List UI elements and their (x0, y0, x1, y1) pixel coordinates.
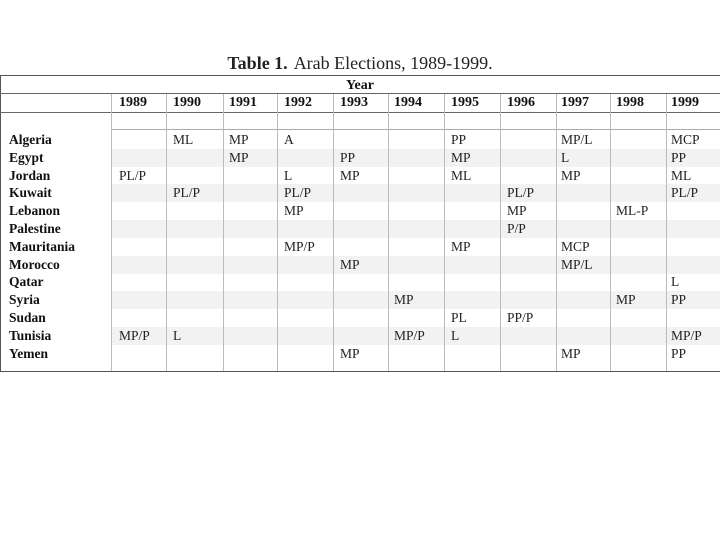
year-header-cell: 1992 (284, 95, 312, 110)
election-cell: MP (340, 256, 360, 272)
election-cell: A (284, 132, 294, 147)
election-cell: MCP (671, 132, 700, 147)
country-label: Mauritania (9, 238, 75, 254)
country-label: Jordan (9, 167, 51, 183)
year-header-cell: 1995 (451, 95, 479, 110)
election-cell: MCP (561, 238, 590, 254)
row-band (111, 184, 720, 202)
election-cell: ML-P (616, 203, 649, 219)
election-cell: PP (671, 149, 687, 165)
country-label: Qatar (9, 274, 44, 290)
election-cell: L (284, 167, 293, 183)
year-header-cell: 1997 (561, 95, 589, 110)
election-cell: PL (451, 310, 467, 325)
election-cell: PL/P (173, 185, 201, 201)
election-cell: PL/P (284, 185, 312, 201)
election-cell: PP (671, 345, 687, 361)
election-cell: MP (616, 292, 636, 308)
column-divider (666, 94, 667, 371)
election-cell: MP (340, 345, 360, 361)
election-cell: MP/P (394, 327, 425, 343)
election-cell: PL/P (671, 185, 699, 201)
election-cell: PP (671, 292, 687, 308)
column-divider (610, 94, 611, 371)
election-cell: MP/P (671, 327, 702, 343)
caption-text: Arab Elections, 1989-1999. (293, 53, 493, 73)
year-header-cell: 1998 (616, 95, 644, 110)
election-cell: MP/P (284, 238, 315, 254)
country-label: Tunisia (9, 327, 52, 343)
election-cell: PP (340, 149, 356, 165)
year-header-cell: 1990 (173, 95, 201, 110)
column-divider (444, 94, 445, 371)
column-divider (556, 94, 557, 371)
column-divider (223, 94, 224, 371)
country-label: Yemen (9, 345, 48, 361)
header-rule-bottom (0, 112, 720, 113)
year-header-cell: 1994 (394, 95, 422, 110)
election-cell: P/P (507, 221, 526, 236)
column-divider (111, 94, 112, 371)
table-caption (0, 52, 720, 74)
election-cell: MP (340, 167, 360, 183)
election-cell: MP/P (119, 327, 150, 343)
column-divider (166, 94, 167, 371)
body-rule (111, 129, 720, 130)
election-cell: MP (394, 292, 414, 308)
year-header-cell: 1999 (671, 95, 699, 110)
country-label: Sudan (9, 310, 46, 325)
country-label: Palestine (9, 221, 61, 236)
country-label: Syria (9, 292, 40, 308)
row-band (111, 149, 720, 167)
column-divider (500, 94, 501, 371)
year-header-cell: 1996 (507, 95, 535, 110)
election-cell: MP (561, 345, 581, 361)
election-cell: L (451, 327, 460, 343)
year-header-cell: 1989 (119, 95, 147, 110)
election-cell: PP/P (507, 310, 534, 325)
election-cell: MP (451, 238, 471, 254)
election-cell: ML (173, 132, 194, 147)
country-label: Algeria (9, 132, 52, 147)
country-label: Kuwait (9, 185, 52, 201)
election-cell: PL/P (119, 167, 147, 183)
election-cell: MP (507, 203, 527, 219)
year-header-cell: 1991 (229, 95, 257, 110)
election-cell: ML (671, 167, 692, 183)
year-header: Year (346, 78, 374, 93)
row-band (111, 256, 720, 274)
election-cell: MP (229, 149, 249, 165)
election-cell: L (561, 149, 570, 165)
country-label: Morocco (9, 256, 60, 272)
election-cell: MP (451, 149, 471, 165)
election-cell: L (671, 274, 680, 290)
column-divider (277, 94, 278, 371)
election-cell: MP (229, 132, 249, 147)
year-header-cell: 1993 (340, 95, 368, 110)
caption-label: Table 1. (227, 53, 288, 73)
election-cell: MP/L (561, 256, 593, 272)
election-cell: MP/L (561, 132, 593, 147)
election-cell: ML (451, 167, 472, 183)
column-divider (333, 94, 334, 371)
election-cell: PL/P (507, 185, 535, 201)
election-cell: PP (451, 132, 467, 147)
row-band (111, 220, 720, 238)
election-cell: MP (561, 167, 581, 183)
country-label: Lebanon (9, 203, 61, 219)
column-divider (388, 94, 389, 371)
election-cell: L (173, 327, 182, 343)
country-label: Egypt (9, 149, 44, 165)
election-cell: MP (284, 203, 304, 219)
